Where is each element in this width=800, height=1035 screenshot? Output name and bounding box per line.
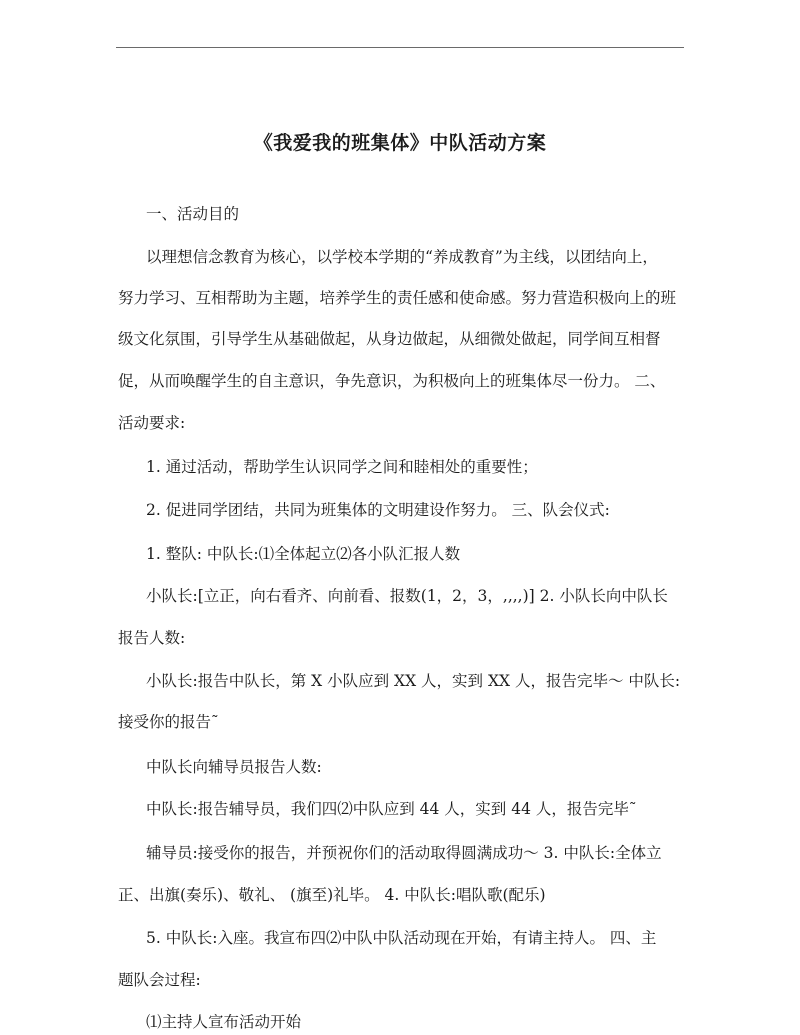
- paragraph-line: 中队长:报告辅导员，我们四⑵中队应到 44 人，实到 44 人，报告完毕˜: [146, 800, 637, 818]
- paragraph-line: 级文化氛围，引导学生从基础做起，从身边做起，从细微处做起，同学间互相督: [118, 330, 661, 348]
- document-title: 《我爱我的班集体》中队活动方案: [253, 132, 547, 154]
- paragraph-line: 努力学习、互相帮助为主题，培养学生的责任感和使命感。努力营造积极向上的班: [118, 289, 677, 307]
- paragraph-line: 辅导员:接受你的报告，并预祝你们的活动取得圆满成功～ 3. 中队长:全体立: [146, 844, 662, 862]
- paragraph-line: 报告人数:: [118, 629, 186, 647]
- paragraph-line: 以理想信念教育为核心，以学校本学期的“养成教育”为主线，以团结向上，: [146, 248, 658, 266]
- list-item: 2. 促进同学团结，共同为班集体的文明建设作努力。 三、队会仪式:: [146, 501, 610, 519]
- paragraph-line: 小队长:报告中队长，第 X 小队应到 XX 人，实到 XX 人，报告完毕～ 中队长:: [146, 672, 681, 690]
- paragraph-line: 正、出旗(奏乐)、敬礼、 (旗至)礼毕。 4. 中队长:唱队歌(配乐): [118, 886, 546, 904]
- paragraph-line: 促，从而唤醒学生的自主意识，争先意识，为积极向上的班集体尽一份力。 二、: [118, 372, 666, 390]
- list-item: ⑴主持人宣布活动开始: [146, 1013, 302, 1031]
- list-item: 1. 整队: 中队长:⑴全体起立⑵各小队汇报人数: [146, 545, 461, 563]
- section-heading-requirements: 活动要求:: [118, 414, 186, 432]
- section-heading-process: 题队会过程:: [118, 971, 201, 989]
- section-heading-purpose: 一、活动目的: [146, 205, 240, 223]
- list-item: 1. 通过活动，帮助学生认识同学之间和睦相处的重要性；: [146, 458, 538, 476]
- paragraph-line: 5. 中队长:入座。我宣布四⑵中队中队活动现在开始，有请主持人。 四、主: [146, 929, 657, 947]
- paragraph-line: 接受你的报告˜: [118, 713, 219, 731]
- paragraph-line: 小队长:[立正，向右看齐、向前看、报数(1，2，3，,,,,)] 2. 小队长向中队长: [146, 587, 668, 605]
- header-rule: [116, 47, 684, 48]
- paragraph-line: 中队长向辅导员报告人数:: [146, 758, 322, 776]
